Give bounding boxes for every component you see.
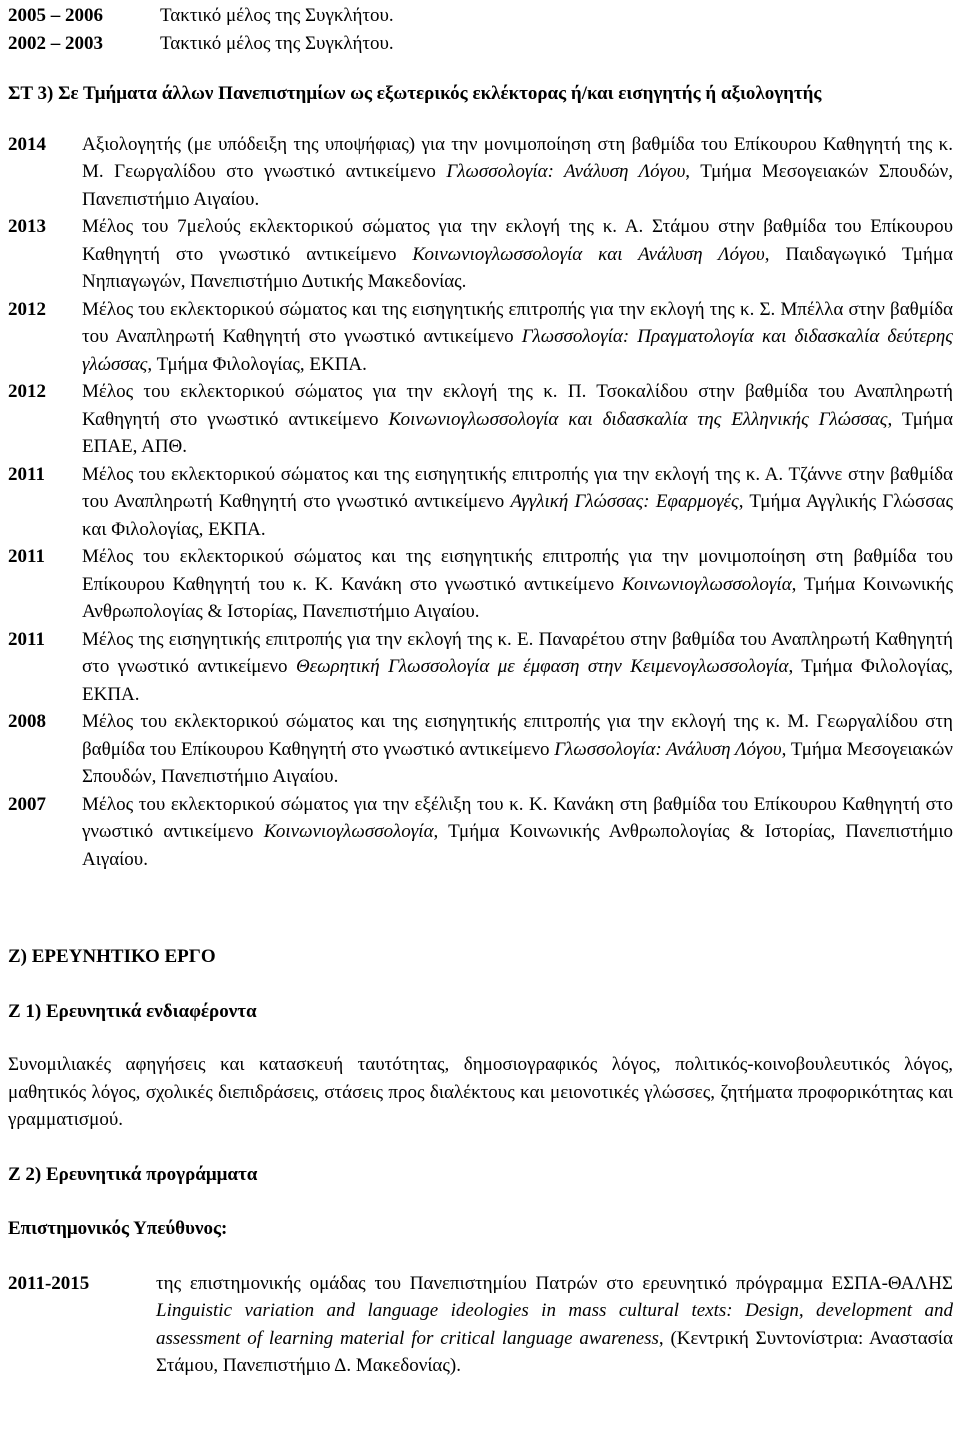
- entry-text-part: Μέλος του εκλεκτορικού σώματος και της εισηγητικής επιτροπής για την μονιμοποίηση στη βαθμίδα του Επίκουρου Καθηγητή του κ. Κ. Κανάκη στο γνωστικό αντικείμενο: [82, 546, 953, 595]
- entry-text-part: , Τμήμα Μεσογειακών Σπουδών, Πανεπιστήμιο Αιγαίου.: [82, 161, 953, 210]
- entry-subject: Γλωσσολογία: Πραγματολογία και διδασκαλία δεύτερης γλώσσας: [82, 326, 953, 375]
- entry-subject: Κοινωνιογλωσσολογία και Ανάλυση Λόγου: [412, 243, 765, 265]
- program-text-part: , (Κεντρική Συντονίστρια: Αναστασία Στάμου, Πανεπιστήμιο Δ. Μακεδονίας).: [156, 1327, 953, 1376]
- entry-subject: Κοινωνιογλωσσολογία: [621, 573, 792, 595]
- research-interests-text: Συνομιλιακές αφηγήσεις και κατασκευή ταυτότητας, δημοσιογραφικός λόγος, πολιτικός-κοινοβουλευτικός λόγος, μαθητικός λόγος, σχολικές διεπιδράσεις, στάσεις προς διαλέκτους και μειονοτικές γλώσσες, ζητήματα προφορικότητας και γραμματισμού.: [8, 1054, 953, 1130]
- entry-text: [82, 461, 953, 544]
- entry-row: [8, 213, 953, 296]
- senate-membership-list: [8, 2, 953, 57]
- entry-text-part: Μέλος του 7μελούς εκλεκτορικού σώματος για την εκλογή της κ. Α. Στάμου στην βαθμίδα του Επίκουρου Καθηγητή στο γνωστικό αντικείμενο: [82, 216, 953, 265]
- entry-subject: Κοινωνιογλωσσολογία: [263, 821, 434, 842]
- entry-text: [82, 131, 953, 214]
- section-z1-title: Ζ 1) Ερευνητικά ενδιαφέροντα: [8, 1000, 257, 1022]
- program-text: [156, 1270, 953, 1380]
- entry-text-part: Μέλος του εκλεκτορικού σώματος και της εισηγητικής επιτροπής για την εκλογή της κ. Α. Τζάννε στην βαθμίδα του Αναπληρωτή Καθηγητή στο γνωστικό αντικείμενο: [82, 463, 953, 512]
- entry-text-part: , Τμήμα Αγγλικής Γλώσσας και Φιλολογίας, ΕΚΠΑ.: [82, 491, 953, 540]
- entry-subject: Γλωσσολογία: Ανάλυση Λόγου: [554, 738, 782, 760]
- evaluator-entries: [8, 131, 953, 874]
- section-z-title: Ζ) ΕΡΕΥΝΗΤΙΚΟ ΕΡΓΟ: [8, 946, 216, 967]
- entry-year: 2008: [8, 711, 46, 732]
- entry-text-part: Αξιολογητής (με υπόδειξη της υποψήφιας) για την μονιμοποίηση στη βαθμίδα του Επίκουρου Καθηγητή της κ. Μ. Γεωργαλίδου στο γνωστικό αντικείμενο: [82, 133, 953, 182]
- entry-subject: Αγγλική Γλώσσας: Εφαρμογές: [510, 491, 739, 512]
- entry-text-part: , Τμήμα ΕΠΑΕ, ΑΠΘ.: [82, 408, 954, 457]
- entry-row: [8, 461, 953, 544]
- entry-row: [8, 626, 953, 709]
- program-years: 2011-2015: [8, 1272, 90, 1294]
- entry-text: [82, 626, 953, 709]
- entry-year: 2013: [8, 216, 46, 237]
- entry-year: 2012: [8, 298, 46, 320]
- entry-row: [8, 378, 953, 461]
- row-years: 2005 – 2006: [8, 5, 103, 26]
- entry-text-part: , Τμήμα Κοινωνικής Ανθρωπολογίας & Ιστορίας, Πανεπιστήμιο Αιγαίου.: [82, 573, 953, 622]
- entry-text-part: , Τμήμα Μεσογειακών Σπουδών, Πανεπιστήμιο Αιγαίου.: [82, 738, 953, 787]
- senate-row: [8, 30, 953, 58]
- entry-text-part: , Τμήμα Φιλολογίας, ΕΚΠΑ.: [147, 353, 367, 375]
- entry-text-part: , Τμήμα Κοινωνικής Ανθρωπολογίας & Ιστορίας, Πανεπιστήμιο Αιγαίου.: [82, 821, 953, 870]
- row-text: Τακτικό μέλος της Συγκλήτου.: [160, 32, 394, 54]
- entry-text: [82, 378, 953, 461]
- entry-text: [82, 296, 953, 379]
- entry-text: [82, 213, 953, 296]
- entry-subject: Γλωσσολογία: Ανάλυση Λόγου: [446, 161, 686, 182]
- entry-text-part: Μέλος του εκλεκτορικού σώματος και της εισηγητικής επιτροπής για την εκλογή της κ. Μ. Γεωργαλίδου στη βαθμίδα του Επίκουρου Καθηγητή στο γνωστικό αντικείμενο: [82, 711, 953, 760]
- entry-text-part: Μέλος του εκλεκτορικού σώματος για την εξέλιξη του κ. Κ. Κανάκη στη βαθμίδα του Επίκουρου Καθηγητή στο γνωστικό αντικείμενο: [82, 793, 953, 842]
- entry-row: [8, 131, 953, 214]
- entry-text: [82, 708, 953, 791]
- program-row: [8, 1270, 953, 1380]
- program-title: Linguistic variation and language ideologies in mass cultural texts: Design, development and assessment of learning material for critical language awareness: [156, 1300, 953, 1349]
- entry-text-part: Μέλος του εκλεκτορικού σώματος και της εισηγητικής επιτροπής για την εκλογή της κ. Σ. Μπέλλα στην βαθμίδα του Αναπληρωτή Καθηγητή στο γνωστικό αντικείμενο: [82, 298, 953, 347]
- entry-year: 2011: [8, 628, 45, 650]
- entry-row: [8, 791, 953, 874]
- entry-text-part: , Τμήμα Φιλολογίας, ΕΚΠΑ.: [82, 656, 954, 705]
- entry-year: 2012: [8, 381, 46, 402]
- entry-subject: Κοινωνιογλωσσολογία και διδασκαλία της Ελληνικής Γλώσσας: [388, 408, 888, 430]
- document-page: [0, 2, 960, 1380]
- entry-text: [82, 791, 953, 874]
- senate-row: [8, 2, 953, 30]
- program-text-part: της επιστημονικής ομάδας του Πανεπιστημίου Πατρών στο ερευνητικό πρόγραμμα ΕΣΠΑ-ΘΑΛΗΣ: [156, 1272, 953, 1294]
- entry-row: [8, 296, 953, 379]
- section-z2-title: Ζ 2) Ερευνητικά προγράμματα: [8, 1163, 258, 1185]
- entry-year: 2007: [8, 793, 46, 815]
- row-text: Τακτικό μέλος της Συγκλήτου.: [160, 5, 394, 26]
- section-st3-title: ΣΤ 3) Σε Τμήματα άλλων Πανεπιστημίων ως εξωτερικός εκλέκτορας ή/και εισηγητής ή αξιολογητής: [8, 83, 822, 104]
- entry-text-part: Μέλος της εισηγητικής επιτροπής για την εκλογή της κ. Ε. Παναρέτου στην βαθμίδα του Αναπληρωτή Καθηγητή στο γνωστικό αντικείμενο: [82, 628, 953, 677]
- entry-row: [8, 708, 953, 791]
- row-years: 2002 – 2003: [8, 32, 103, 54]
- entry-row: [8, 543, 953, 626]
- entry-year: 2011: [8, 463, 45, 485]
- entry-year: 2014: [8, 133, 46, 155]
- entry-text-part: , Παιδαγωγικό Τμήμα Νηπιαγωγών, Πανεπιστήμιο Δυτικής Μακεδονίας.: [82, 243, 953, 292]
- entry-year: 2011: [8, 546, 45, 567]
- entry-text-part: Μέλος του εκλεκτορικού σώματος για την εκλογή της κ. Π. Τσοκαλίδου στην βαθμίδα του Αναπληρωτή Καθηγητή στο γνωστικό αντικείμενο: [82, 381, 953, 430]
- responsible-label: Επιστημονικός Υπεύθυνος:: [8, 1218, 228, 1239]
- entry-text: [82, 543, 953, 626]
- entry-subject: Θεωρητική Γλωσσολογία με έμφαση στην Κειμενογλωσσολογία: [295, 656, 789, 677]
